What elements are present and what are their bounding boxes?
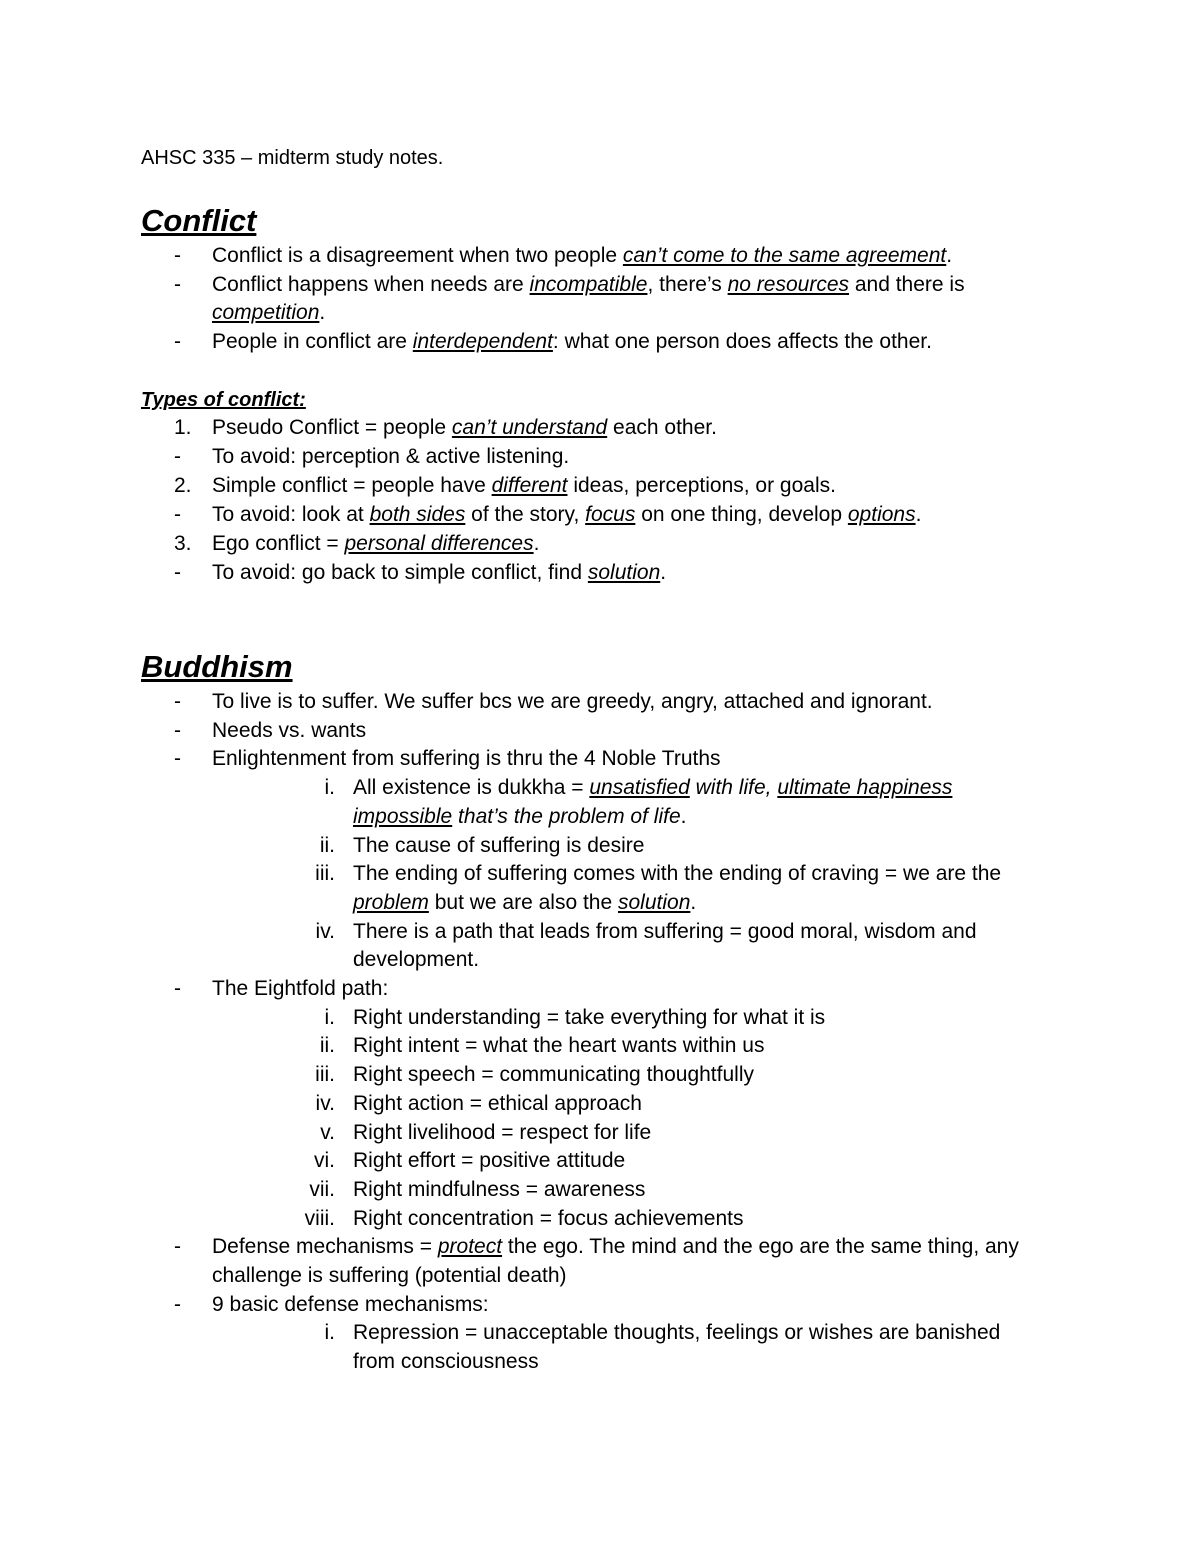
dash-bullet: - <box>174 690 181 713</box>
text-run: and there is <box>849 273 965 296</box>
text-run: To avoid: go back to simple conflict, find <box>212 561 588 584</box>
text-run: . <box>915 503 922 526</box>
text-run: Right understanding = take everything for what it is <box>353 1006 826 1029</box>
text-run: . <box>680 805 687 828</box>
list-item-text <box>212 328 932 356</box>
list-item-text <box>353 803 686 831</box>
text-run: To avoid: perception & active listening. <box>212 445 570 468</box>
text-run: . <box>533 532 540 555</box>
list-item-text <box>353 1119 651 1147</box>
emphasized-text: personal differences <box>344 532 534 555</box>
text-run: . <box>319 301 326 324</box>
text-run: Right concentration = focus achievements <box>353 1207 744 1230</box>
list-number: 3. <box>174 532 192 555</box>
emphasized-text: solution <box>587 561 661 584</box>
emphasized-text: impossible <box>353 805 453 828</box>
list-item-text <box>353 1348 539 1376</box>
conflict-heading: Conflict <box>141 203 257 238</box>
roman-numeral: ii. <box>319 834 335 857</box>
text-run: Simple conflict = people have <box>212 474 492 497</box>
text-run: People in conflict are <box>212 330 413 353</box>
text-run: on one thing, develop <box>635 503 848 526</box>
dash-bullet: - <box>174 747 181 770</box>
list-item-text <box>212 717 366 745</box>
list-item-text <box>353 1061 754 1089</box>
text-run: Conflict is a disagreement when two people <box>212 244 623 267</box>
dash-bullet: - <box>174 330 181 353</box>
emphasized-text: problem <box>353 891 429 914</box>
list-item-text <box>353 918 977 946</box>
roman-numeral: v. <box>320 1121 335 1144</box>
text-run: Pseudo Conflict = people <box>212 416 452 439</box>
text-run: Conflict happens when needs are <box>212 273 530 296</box>
emphasized-text: different <box>491 474 568 497</box>
list-item-text <box>212 559 666 587</box>
text-run: from consciousness <box>353 1350 539 1373</box>
roman-numeral: i. <box>324 1006 335 1029</box>
roman-numeral: i. <box>324 1321 335 1344</box>
text-run: Repression = unacceptable thoughts, feelings or wishes are banished <box>353 1321 1001 1344</box>
list-item-text <box>353 1032 764 1060</box>
text-run: ideas, perceptions, or goals. <box>567 474 836 497</box>
list-item-text <box>212 271 965 299</box>
text-run: Right speech = communicating thoughtfully <box>353 1063 754 1086</box>
list-item-text <box>212 299 325 327</box>
dash-bullet: - <box>174 273 181 296</box>
text-run: 9 basic defense mechanisms: <box>212 1293 489 1316</box>
dash-bullet: - <box>174 1235 181 1258</box>
text-run: All existence is dukkha = <box>353 776 590 799</box>
emphasized-text: options <box>847 503 916 526</box>
list-item-text <box>212 1233 1019 1261</box>
text-run: Right mindfulness = awareness <box>353 1178 646 1201</box>
list-item-text <box>353 1004 825 1032</box>
roman-numeral: iv. <box>315 1092 335 1115</box>
roman-numeral: vii. <box>309 1178 335 1201</box>
emphasized-text: protect <box>437 1235 503 1258</box>
list-item-text <box>212 501 921 529</box>
text-run: . <box>946 244 953 267</box>
roman-numeral: iii. <box>315 862 335 885</box>
roman-numeral: viii. <box>304 1207 335 1230</box>
list-item-text <box>212 472 836 500</box>
list-item-text <box>212 530 539 558</box>
emphasized-text: both sides <box>369 503 466 526</box>
dash-bullet: - <box>174 244 181 267</box>
text-run: the ego. The mind and the ego are the same thing, any <box>502 1235 1019 1258</box>
roman-numeral: vi. <box>314 1149 335 1172</box>
roman-numeral: ii. <box>319 1034 335 1057</box>
document-title: AHSC 335 – midterm study notes. <box>141 147 444 169</box>
dash-bullet: - <box>174 503 181 526</box>
emphasized-text: can’t come to the same agreement <box>622 244 947 267</box>
list-item-text <box>353 860 1001 888</box>
text-run: , there’s <box>647 273 728 296</box>
list-item-text <box>212 745 721 773</box>
text-run: Right livelihood = respect for life <box>353 1121 652 1144</box>
emphasized-text: competition <box>212 301 320 324</box>
list-item-text <box>212 242 952 270</box>
types-of-conflict-heading: Types of conflict: <box>141 389 306 411</box>
list-item-text <box>353 889 696 917</box>
text-run: To avoid: look at <box>212 503 370 526</box>
text-run: of the story, <box>465 503 586 526</box>
list-item-text <box>353 1176 645 1204</box>
list-item-text <box>212 414 717 442</box>
text-run: that’s the problem of life <box>452 805 681 828</box>
text-run: . <box>690 891 697 914</box>
list-item-text <box>212 688 933 716</box>
roman-numeral: iii. <box>315 1063 335 1086</box>
emphasized-text: unsatisfied <box>589 776 690 799</box>
text-run: There is a path that leads from suffering = good moral, wisdom and <box>353 920 977 943</box>
text-run: . <box>660 561 667 584</box>
text-run: but we are also the <box>428 891 618 914</box>
list-item-text <box>353 774 952 802</box>
list-item-text <box>212 443 569 471</box>
text-run: The Eightfold path: <box>212 977 389 1000</box>
emphasized-text: no resources <box>727 273 850 296</box>
dash-bullet: - <box>174 977 181 1000</box>
list-number: 2. <box>174 474 192 497</box>
roman-numeral: i. <box>324 776 335 799</box>
text-run: development. <box>353 948 480 971</box>
text-run: with life, <box>689 776 778 799</box>
text-run: To live is to suffer. We suffer bcs we are greedy, angry, attached and ignorant. <box>212 690 933 713</box>
list-item-text <box>353 832 644 860</box>
text-run: Right effort = positive attitude <box>353 1149 626 1172</box>
text-run: Right intent = what the heart wants within us <box>353 1034 765 1057</box>
text-run: The ending of suffering comes with the ending of craving = we are the <box>353 862 1002 885</box>
roman-numeral: iv. <box>315 920 335 943</box>
emphasized-text: ultimate happiness <box>777 776 953 799</box>
list-item-text <box>353 1319 1000 1347</box>
text-run: each other. <box>607 416 717 439</box>
dash-bullet: - <box>174 561 181 584</box>
list-item-text <box>353 1090 642 1118</box>
dash-bullet: - <box>174 1293 181 1316</box>
emphasized-text: focus <box>585 503 636 526</box>
list-item-text <box>353 946 479 974</box>
list-item-text <box>212 1291 489 1319</box>
text-run: Defense mechanisms = <box>212 1235 438 1258</box>
list-item-text <box>353 1205 743 1233</box>
text-run: : what one person does affects the other. <box>552 330 932 353</box>
text-run: The cause of suffering is desire <box>353 834 645 857</box>
emphasized-text: incompatible <box>529 273 648 296</box>
dash-bullet: - <box>174 719 181 742</box>
emphasized-text: can’t understand <box>451 416 608 439</box>
text-run: Needs vs. wants <box>212 719 367 742</box>
text-run: challenge is suffering (potential death) <box>212 1264 567 1287</box>
text-run: Ego conflict = <box>212 532 345 555</box>
list-item-text <box>212 1262 567 1290</box>
emphasized-text: interdependent <box>412 330 553 353</box>
list-item-text <box>353 1147 625 1175</box>
list-item-text <box>212 975 388 1003</box>
text-run: Enlightenment from suffering is thru the 4 Noble Truths <box>212 747 721 770</box>
list-number: 1. <box>174 416 192 439</box>
buddhism-heading: Buddhism <box>141 649 293 684</box>
text-run: Right action = ethical approach <box>353 1092 642 1115</box>
emphasized-text: solution <box>618 891 691 914</box>
dash-bullet: - <box>174 445 181 468</box>
